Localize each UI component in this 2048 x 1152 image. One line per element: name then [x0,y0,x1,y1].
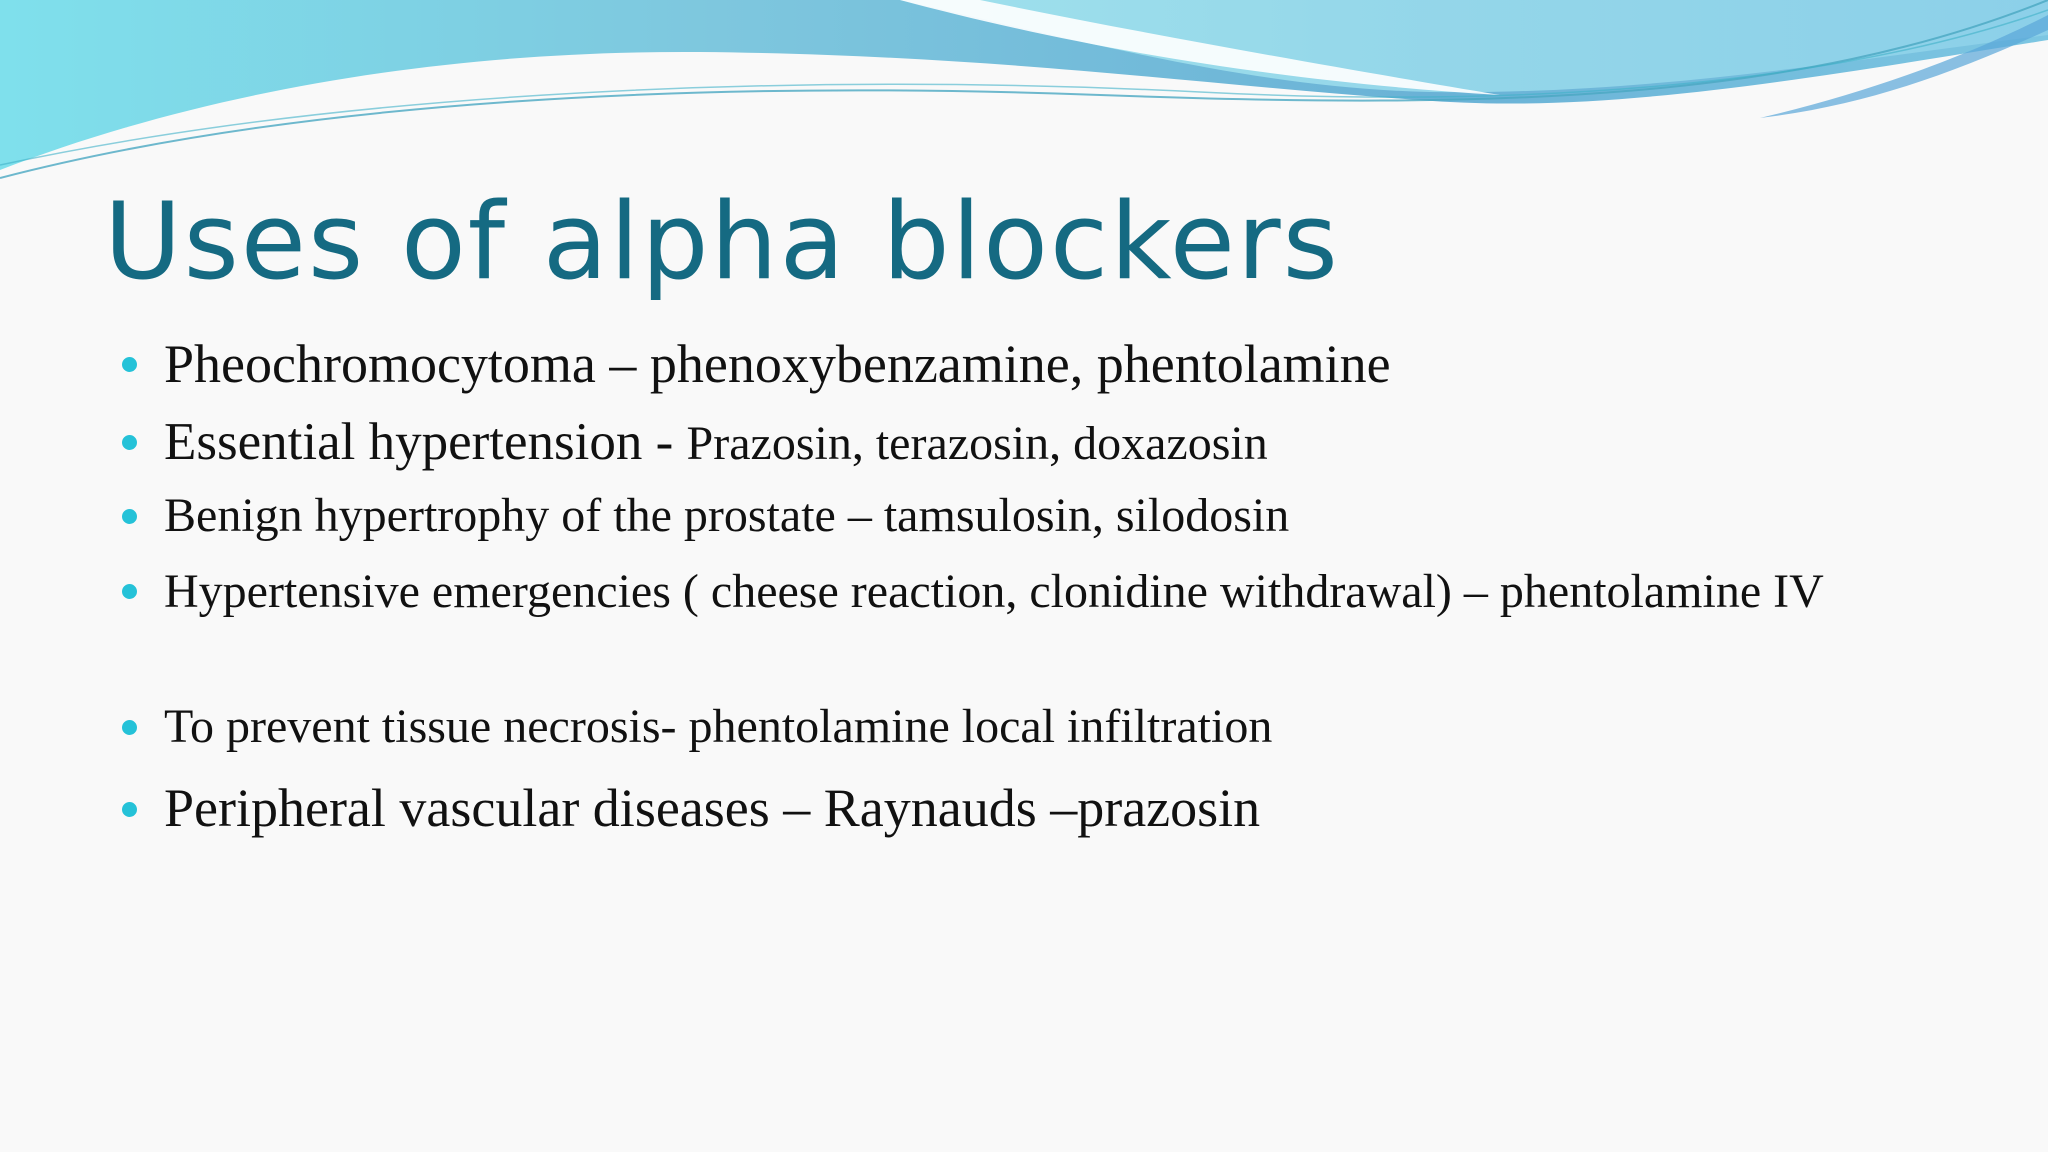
bullet-text: Pheochromocytoma – phenoxybenzamine, phentolamine [164,334,1391,394]
bullet-text: Peripheral vascular diseases – Raynauds –prazosin [164,778,1261,838]
bullet-item [122,776,1982,840]
bullet-item [122,411,1982,487]
bullet-text: Benign hypertrophy of the prostate – tamsulosin, silodosin [164,489,1290,542]
bullet-dot-icon [122,720,137,735]
bullet-dot-icon [122,357,137,372]
bullet-list [122,332,1982,840]
bullet-text: Essential hypertension - [164,413,687,471]
bullet-dot-icon [122,435,137,450]
header-wave-decoration [0,0,2048,200]
bullet-item [122,332,1982,411]
slide-title: Uses of alpha blockers [104,180,1340,303]
bullet-item [122,698,1982,776]
bullet-dot-icon [122,509,137,524]
bullet-dot-icon [122,802,137,817]
bullet-text-drugs: Prazosin, terazosin, doxazosin [686,417,1268,470]
bullet-item [122,487,1982,562]
bullet-text: Hypertensive emergencies ( cheese reaction, clonidine withdrawal) – phentolamine IV [164,565,1824,618]
bullet-item [122,562,1982,698]
bullet-text: To prevent tissue necrosis- phentolamine local infiltration [164,700,1273,753]
bullet-dot-icon [122,584,137,599]
